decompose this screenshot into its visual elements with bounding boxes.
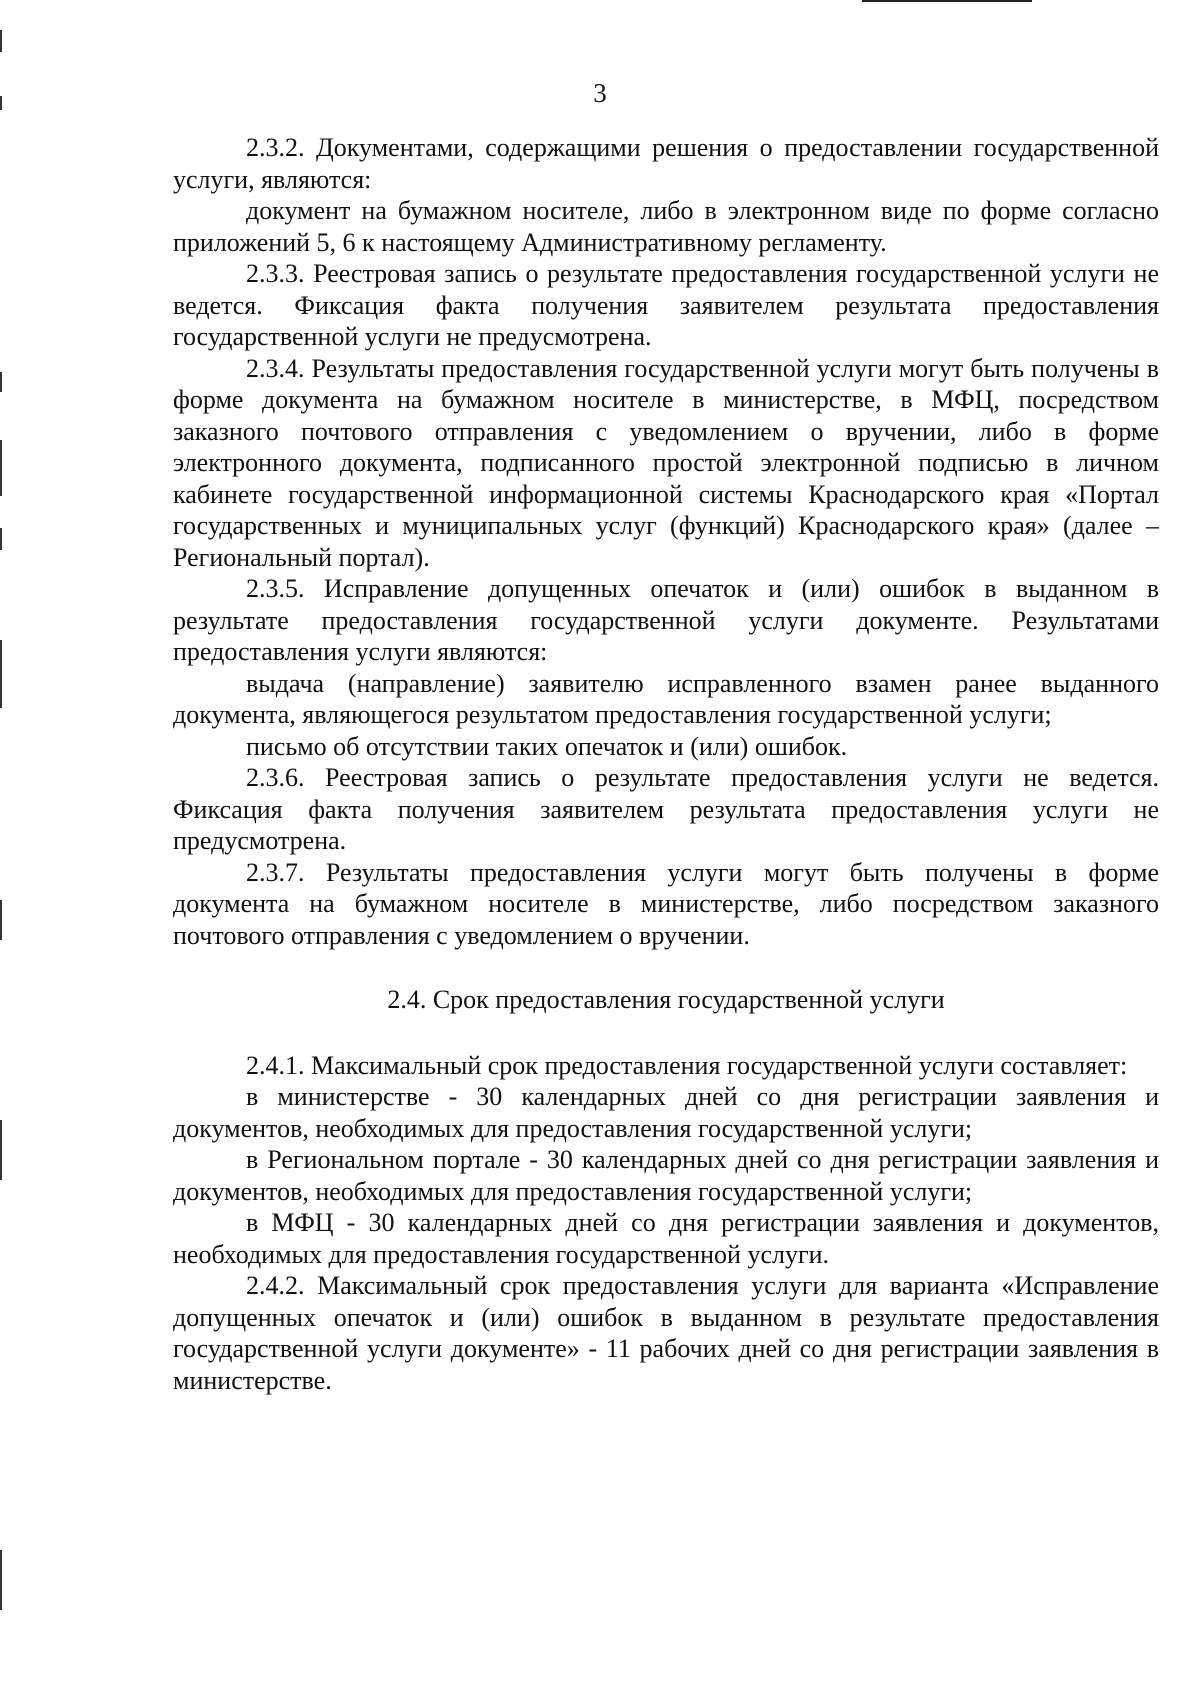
paragraph-2-3-5: 2.3.5. Исправление допущенных опечаток и (или) ошибок в выданном в результате предоставления государственной услуги документе. Результатами предоставления услуги являются:	[173, 574, 1159, 666]
scan-edge-mark	[0, 372, 2, 392]
scan-artifact-line	[862, 0, 1032, 2]
scan-edge-mark	[0, 640, 2, 708]
paragraph-no-errors-letter: письмо об отсутствии таких опечаток и (или) ошибок.	[246, 731, 848, 761]
scan-edge-mark	[0, 1550, 2, 1610]
scan-edge-mark	[0, 30, 2, 52]
paragraph-2-4-2: 2.4.2. Максимальный срок предоставления услуги для варианта «Исправление допущенных опечаток и (или) ошибок в выданном в результате предоставления государственной услуги документе» - 11 рабочих дней со дня регистрации заявления в министерстве.	[173, 1271, 1159, 1395]
paragraph-corrected-document: выдача (направление) заявителю исправленного взамен ранее выданного документа, являющегося результатом предоставления государственной услуги;	[173, 668, 1159, 729]
page-number: 3	[593, 78, 607, 108]
scan-edge-mark	[0, 440, 2, 496]
paragraph-term-mfc: в МФЦ - 30 календарных дней со дня регистрации заявления и документов, необходимых для предоставления государственной услуги.	[173, 1208, 1159, 1269]
paragraph-2-3-3: 2.3.3. Реестровая запись о результате предоставления государственной услуги не ведется. Фиксация факта получения заявителем результата предоставления государственной услуги не предусмотрена.	[173, 259, 1159, 351]
paragraph-term-ministry: в министерстве - 30 календарных дней со дня регистрации заявления и документов, необходимых для предоставления государственной услуги;	[173, 1082, 1159, 1143]
scan-edge-mark	[0, 528, 2, 550]
document-body	[173, 132, 1159, 1396]
paragraph-2-3-4: 2.3.4. Результаты предоставления государственной услуги могут быть получены в форме документа на бумажном носителе в министерстве, в МФЦ, посредством заказного почтового отправления с уведомлением о вручении, либо в форме электронного документа, подписанного простой электронной подписью в личном кабинете государственной информационной системы Краснодарского края «Портал государственных и муниципальных услуг (функций) Краснодарского края» (далее – Региональный портал).	[173, 353, 1159, 572]
scan-edge-mark	[0, 1120, 2, 1180]
paragraph-2-3-6: 2.3.6. Реестровая запись о результате предоставления услуги не ведется. Фиксация факта получения заявителем результата предоставления услуги не предусмотрена.	[173, 763, 1159, 855]
paragraph-result-document: документ на бумажном носителе, либо в электронном виде по форме согласно приложений 5, 6 к настоящему Административному регламенту.	[173, 196, 1159, 257]
paragraph-2-3-7: 2.3.7. Результаты предоставления услуги могут быть получены в форме документа на бумажном носителе в министерстве, либо посредством заказного почтового отправления с уведомлением о вручении.	[173, 857, 1159, 950]
section-heading: 2.4. Срок предоставления государственной услуги	[387, 985, 945, 1014]
paragraph-2-3-2: 2.3.2. Документами, содержащими решения о предоставлении государственной услуги, являются:	[173, 133, 1159, 194]
paragraph-2-4-1: 2.4.1. Максимальный срок предоставления государственной услуги составляет:	[246, 1050, 1128, 1080]
scan-edge-mark	[0, 900, 2, 940]
paragraph-term-regional-portal: в Региональном портале - 30 календарных дней со дня регистрации заявления и документов, необходимых для предоставления государственной услуги;	[173, 1145, 1159, 1206]
